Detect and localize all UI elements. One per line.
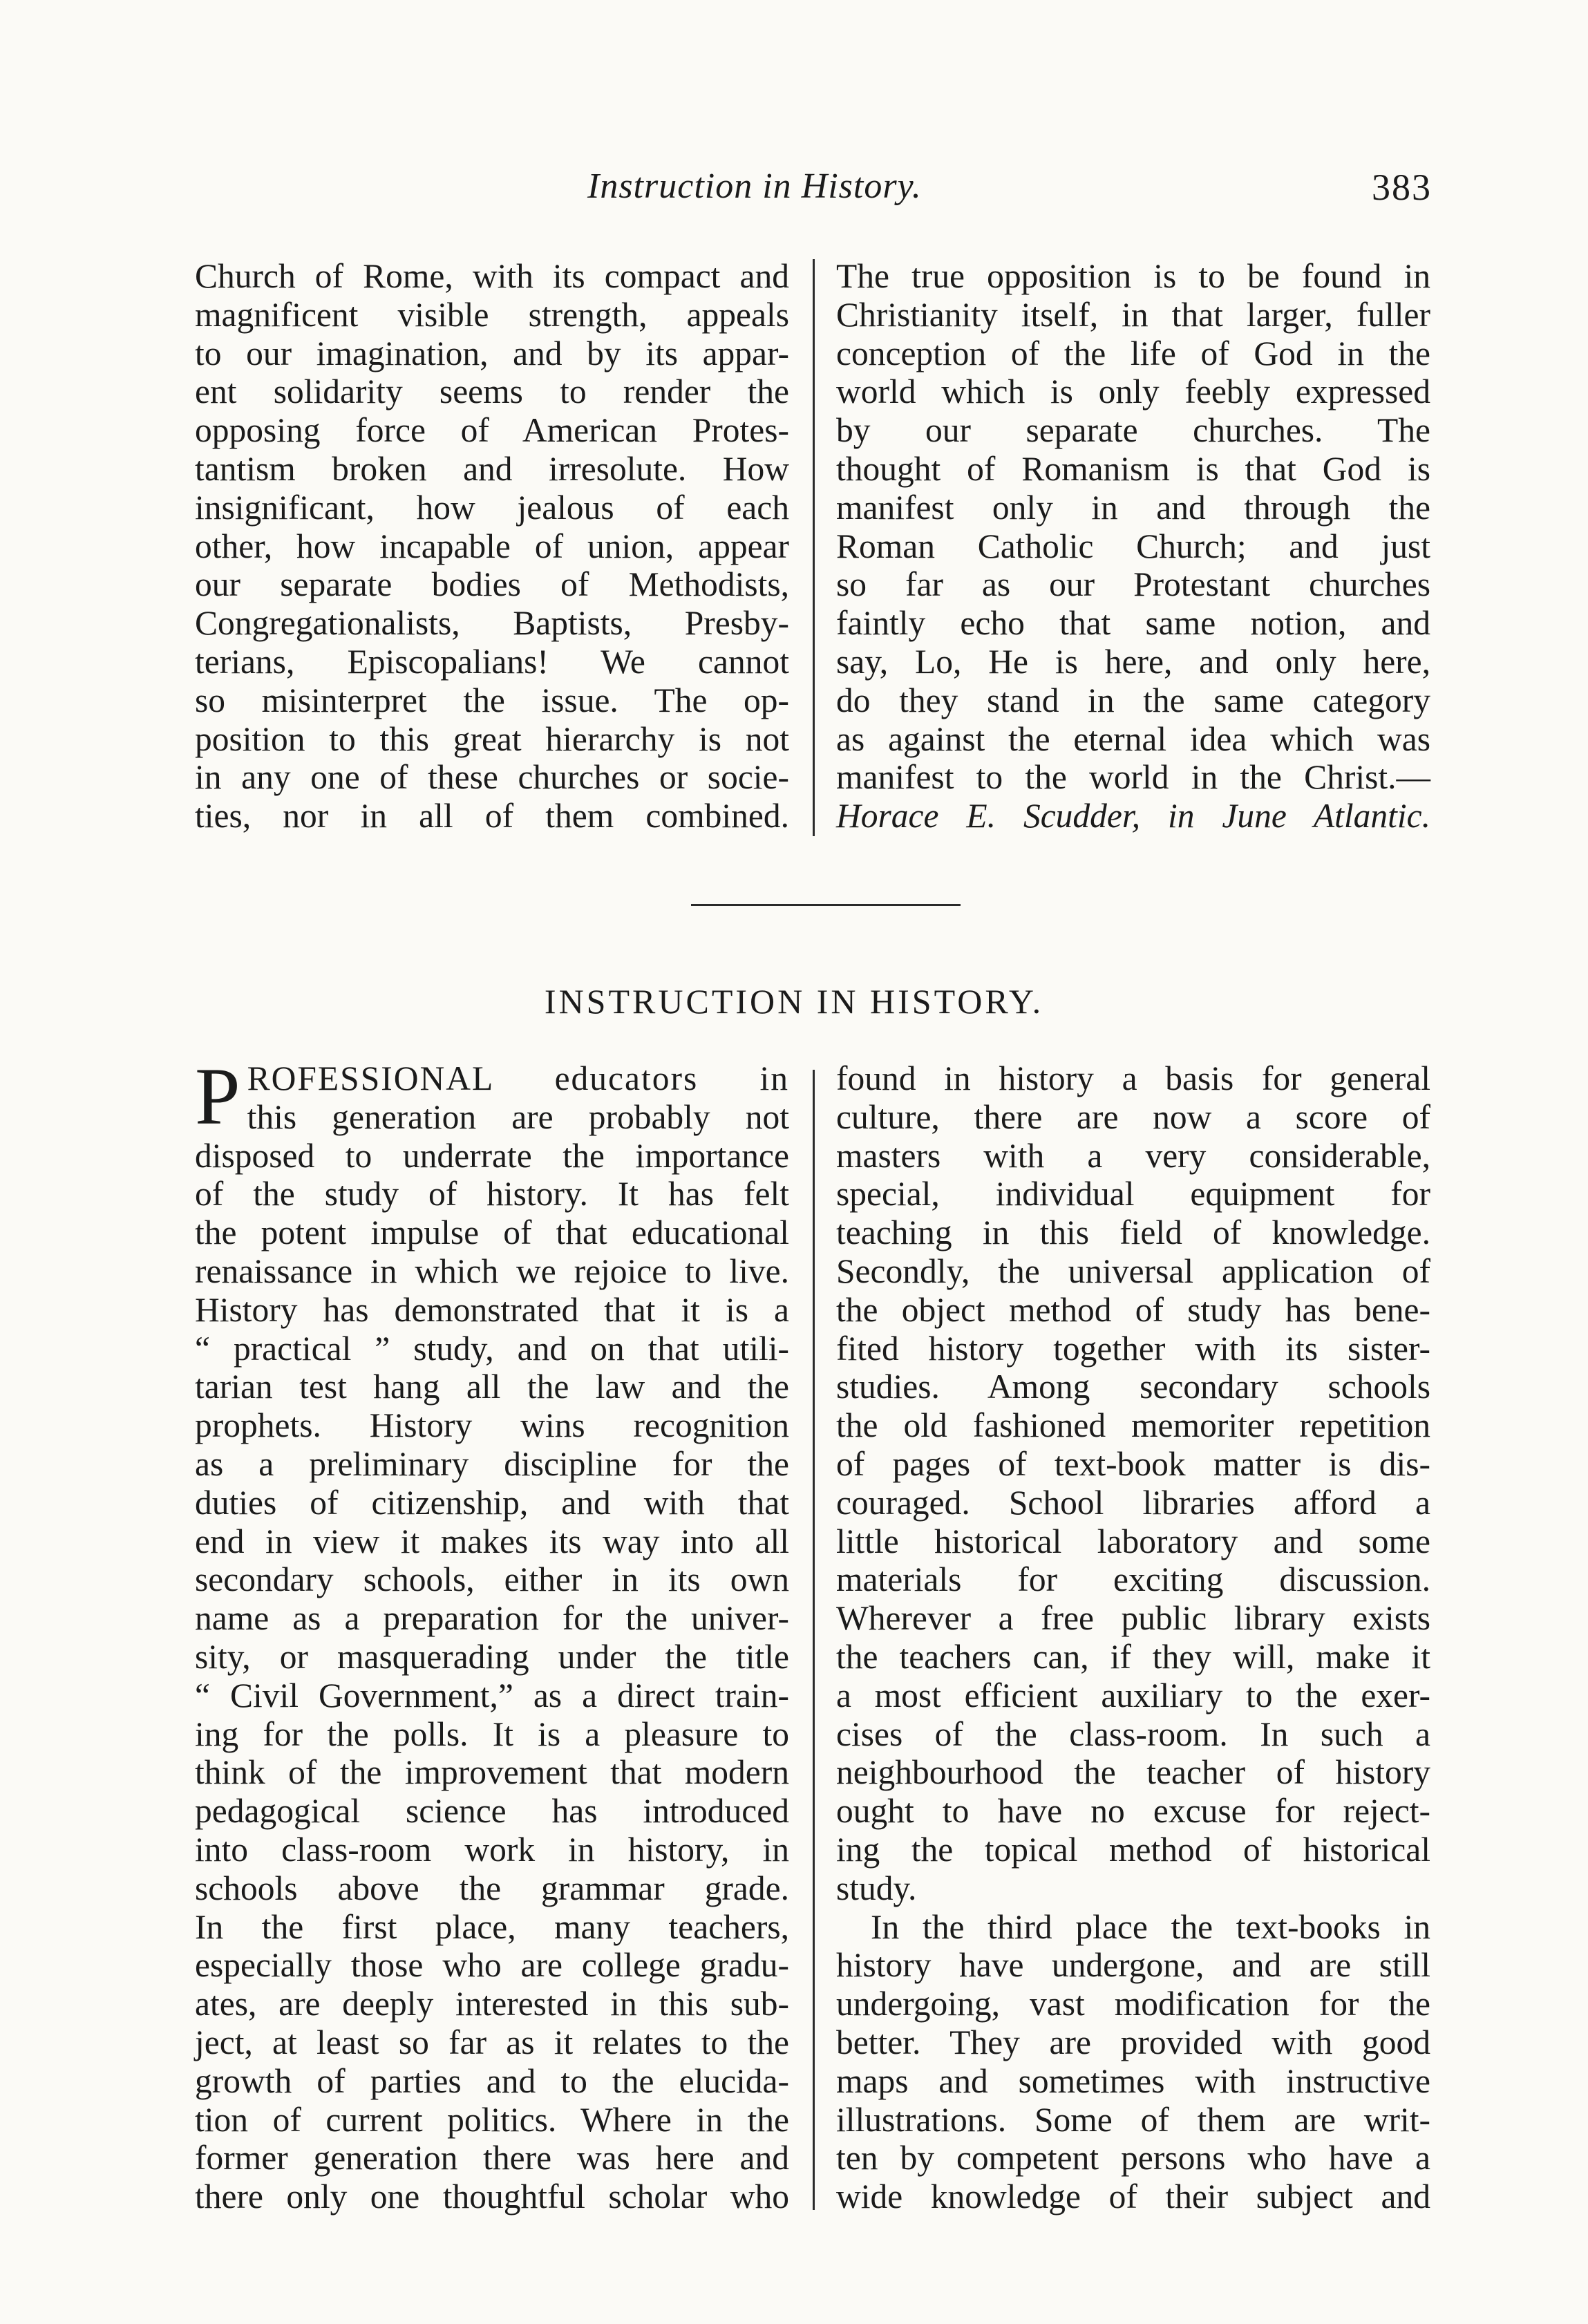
text-line: ates, are deeply interested in this sub- <box>195 1985 789 2023</box>
text-line: ent solidarity seems to render the <box>195 372 789 411</box>
text-line: “ Civil Government,” as a direct train- <box>195 1676 789 1714</box>
text-line: maps and sometimes with instructive <box>836 2061 1430 2100</box>
text-line: neighbourhood the teacher of history <box>836 1753 1430 1792</box>
text-line: history have undergone, and are still <box>836 1946 1430 1985</box>
text-line: Secondly, the universal application of <box>836 1251 1430 1290</box>
text-line: In the first place, many teachers, <box>195 1907 789 1946</box>
page-number: 383 <box>1372 167 1432 208</box>
text-line: name as a preparation for the univer- <box>195 1599 789 1638</box>
text-line: the old fashioned memoriter repetition <box>836 1406 1430 1445</box>
text-line: History has demonstrated that it is a <box>195 1290 789 1329</box>
text-line: of pages of text-book matter is dis- <box>836 1444 1430 1483</box>
text-line: study. <box>836 1869 917 1907</box>
text-line: little historical laboratory and some <box>836 1522 1430 1560</box>
text-line: prophets. History wins recognition <box>195 1406 789 1445</box>
text-line: ties, nor in all of them combined. <box>195 797 789 835</box>
text-line: Wherever a free public library exists <box>836 1599 1430 1638</box>
text-line: better. They are provided with good <box>836 2023 1430 2061</box>
text-line: magnificent visible strength, appeals <box>195 295 789 334</box>
section-separator-rule <box>691 904 961 906</box>
text-line: special, individual equipment for <box>836 1175 1430 1213</box>
text-line: ought to have no excuse for reject- <box>836 1792 1430 1831</box>
text-line: secondary schools, either in its own <box>195 1560 789 1599</box>
text-line: teaching in this field of knowledge. <box>836 1213 1430 1252</box>
article-title <box>0 981 1588 1021</box>
text-line: opposing force of American Protes- <box>195 411 789 450</box>
text-line: masters with a very considerable, <box>836 1136 1430 1175</box>
text-line: in any one of these churches or socie- <box>195 758 789 797</box>
text-line: a most efficient auxiliary to the exer- <box>836 1676 1430 1714</box>
text-line: disposed to underrate the importance <box>195 1136 789 1175</box>
text-line: there only one thoughtful scholar who <box>195 2177 789 2216</box>
text-line: pedagogical science has introduced <box>195 1792 789 1831</box>
text-line: terians, Episcopalians! We cannot <box>195 642 789 681</box>
text-line: ten by competent persons who have a <box>836 2139 1430 2177</box>
text-line: tion of current politics. Where in the <box>195 2100 789 2139</box>
text-line: the object method of study has bene- <box>836 1290 1430 1329</box>
column-divider <box>813 1070 815 2210</box>
article-two-left-column <box>195 1051 789 2216</box>
text-line: tantism broken and irresolute. How <box>195 449 789 488</box>
text-line: sity, or masquerading under the title <box>195 1637 789 1676</box>
column-divider <box>813 259 815 836</box>
article-title-text: INSTRUCTION IN HISTORY. <box>544 982 1044 1021</box>
text-line: Christianity itself, in that larger, fuller <box>836 295 1430 334</box>
text-line: ing the topical method of historical <box>836 1830 1430 1869</box>
text-line: world which is only feebly expressed <box>836 372 1430 411</box>
text-line: manifest to the world in the Christ.— <box>836 758 1430 797</box>
attribution: Horace E. Scudder, in June Atlantic. <box>836 797 1430 835</box>
drop-cap: P <box>195 1051 240 1142</box>
text-line: tarian test hang all the law and the <box>195 1368 789 1406</box>
text-line: “ practical ” study, and on that utili- <box>195 1329 789 1368</box>
text-line: materials for exciting discussion. <box>836 1560 1430 1599</box>
text-line: wide knowledge of their subject and <box>836 2177 1430 2216</box>
text-line: schools above the grammar grade. <box>195 1869 789 1907</box>
text-line: ject, at least so far as it relates to the <box>195 2023 789 2061</box>
text-line: into class-room work in history, in <box>195 1830 789 1869</box>
text-line: so misinterpret the issue. The op- <box>195 681 789 719</box>
text-line: Roman Catholic Church; and just <box>836 527 1430 565</box>
text-line: by our separate churches. The <box>836 411 1430 450</box>
text-line: ROFESSIONAL educators in <box>247 1059 789 1097</box>
article-one-left-column <box>195 257 789 835</box>
text-line: cises of the class-room. In such a <box>836 1714 1430 1753</box>
text-line: do they stand in the same category <box>836 681 1430 719</box>
article-two-right-column <box>836 1059 1430 2216</box>
text-line: position to this great hierarchy is not <box>195 719 789 758</box>
text-line: manifest only in and through the <box>836 488 1430 527</box>
text-line: The true opposition is to be found in <box>836 257 1430 295</box>
text-line: of the study of history. It has felt <box>195 1175 789 1213</box>
text-line: couraged. School libraries afford a <box>836 1483 1430 1522</box>
text-line: In the third place the text-books in <box>871 1907 1430 1946</box>
running-head: Instruction in History. <box>587 167 922 206</box>
text-line: Church of Rome, with its compact and <box>195 257 789 295</box>
text-line: faintly echo that same notion, and <box>836 604 1430 643</box>
text-line: insignificant, how jealous of each <box>195 488 789 527</box>
text-line: the potent impulse of that educational <box>195 1213 789 1252</box>
text-line: studies. Among secondary schools <box>836 1368 1430 1406</box>
text-line: found in history a basis for general <box>836 1059 1430 1097</box>
text-line: fited history together with its sister- <box>836 1329 1430 1368</box>
text-line: thought of Romanism is that God is <box>836 449 1430 488</box>
text-line: end in view it makes its way into all <box>195 1522 789 1560</box>
text-line: duties of citizenship, and with that <box>195 1483 789 1522</box>
text-line: conception of the life of God in the <box>836 334 1430 372</box>
text-line: former generation there was here and <box>195 2139 789 2177</box>
text-line: so far as our Protestant churches <box>836 565 1430 604</box>
text-line: illustrations. Some of them are writ- <box>836 2100 1430 2139</box>
text-line: undergoing, vast modification for the <box>836 1985 1430 2023</box>
text-line: especially those who are college gradu- <box>195 1946 789 1985</box>
text-line: Congregationalists, Baptists, Presby- <box>195 604 789 643</box>
text-line: think of the improvement that modern <box>195 1753 789 1792</box>
text-line: say, Lo, He is here, and only here, <box>836 642 1430 681</box>
text-line: ing for the polls. It is a pleasure to <box>195 1714 789 1753</box>
text-line: as against the eternal idea which was <box>836 719 1430 758</box>
text-line: this generation are probably not <box>247 1097 789 1136</box>
text-line: our separate bodies of Methodists, <box>195 565 789 604</box>
article-one-right-column <box>836 257 1430 835</box>
text-line: other, how incapable of union, appear <box>195 527 789 565</box>
text-line: growth of parties and to the elucida- <box>195 2061 789 2100</box>
text-line: the teachers can, if they will, make it <box>836 1637 1430 1676</box>
text-line: to our imagination, and by its appar- <box>195 334 789 372</box>
text-line: renaissance in which we rejoice to live. <box>195 1251 789 1290</box>
text-line: culture, there are now a score of <box>836 1097 1430 1136</box>
text-line: as a preliminary discipline for the <box>195 1444 789 1483</box>
